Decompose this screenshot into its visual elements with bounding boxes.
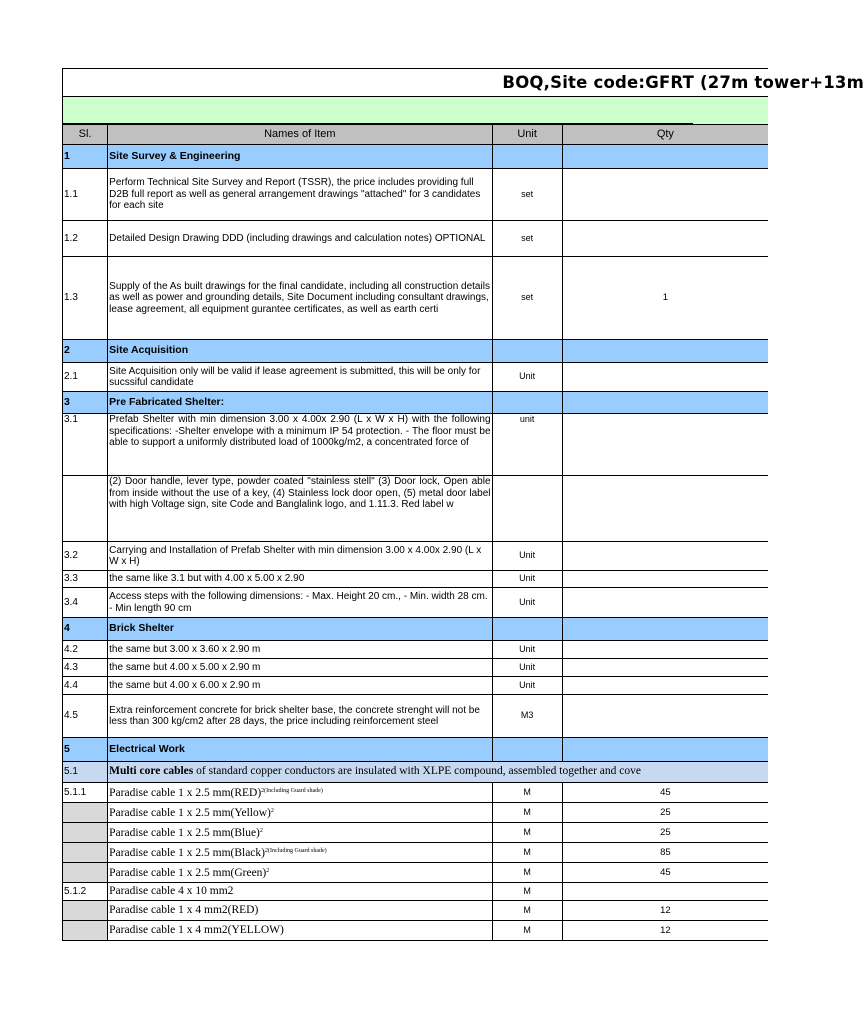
row-qty: 12 (562, 901, 768, 921)
row-sl (63, 921, 108, 941)
table-row (63, 677, 769, 695)
row-name: Paradise cable 4 x 10 mm2 (108, 883, 492, 901)
row-name: Extra reinforcement concrete for brick shelter base, the concrete strenght will not be less than 300 kg/cm2 after 28 days, the price including reinforcement steel (108, 695, 492, 738)
row-qty: 45 (562, 783, 768, 803)
header-sl: Sl. (63, 125, 108, 145)
row-sl: 4.4 (63, 677, 108, 695)
row-unit: M (492, 901, 562, 921)
row-qty (562, 677, 768, 695)
boq-table (62, 124, 768, 941)
row-sl (63, 803, 108, 823)
table-row (63, 169, 769, 221)
table-row (63, 863, 769, 883)
table-row (63, 762, 769, 783)
row-unit: Unit (492, 641, 562, 659)
row-qty (562, 659, 768, 677)
row-name (108, 762, 768, 783)
row-sl: 1.1 (63, 169, 108, 221)
row-sl: 2.1 (63, 363, 108, 392)
sheet-title: BOQ,Site code:GFRT (27m tower+13m (502, 73, 864, 92)
row-unit: Unit (492, 659, 562, 677)
section-row (63, 145, 769, 169)
table-row (63, 843, 769, 863)
table-row (63, 783, 769, 803)
row-sl: 5.1 (63, 762, 108, 783)
table-row (63, 257, 769, 340)
table-row (63, 363, 769, 392)
table-row (63, 588, 769, 618)
row-unit: M (492, 843, 562, 863)
row-qty (562, 169, 768, 221)
row-unit: M (492, 863, 562, 883)
row-unit: M (492, 803, 562, 823)
row-sl (63, 823, 108, 843)
row-sl: 5.1.1 (63, 783, 108, 803)
row-name: (2) Door handle, lever type, powder coated "stainless stell" (3) Door lock, Open able from inside without the use of a key, (4) Stainless lock door open, (5) metal door label with high Voltage sign, site Code and Banglalink logo, and 1.11.3. Red label w (108, 476, 492, 542)
row-sl: 1.3 (63, 257, 108, 340)
row-name: the same like 3.1 but with 4.00 x 5.00 x 2.90 (108, 571, 492, 588)
header-row (63, 125, 769, 145)
row-sl: 4 (63, 618, 108, 641)
row-sl: 4.2 (63, 641, 108, 659)
row-sl: 3 (63, 392, 108, 414)
table-row (63, 476, 769, 542)
row-qty (562, 641, 768, 659)
row-unit: set (492, 169, 562, 221)
row-sl (63, 863, 108, 883)
row-name-bold: Multi core cables (109, 765, 194, 778)
row-qty: 1 (562, 257, 768, 340)
row-sl: 5 (63, 738, 108, 762)
row-name: Prefab Shelter with min dimension 3.00 x 4.00x 2.90 (L x W x H) with the following specifications: -Shelter envelope with a minimum IP 54 protection. - The floor must be able to support a uniformly distributed load of 1000kg/m2, a concentrated force of (108, 414, 492, 476)
section-row (63, 392, 769, 414)
table-row (63, 221, 769, 257)
row-name: Perform Technical Site Survey and Report (TSSR), the price includes providing full D2B full report as well as general arrangement drawings "attached" for 3 candidates for each site (108, 169, 492, 221)
section-row (63, 340, 769, 363)
row-name: Paradise cable 1 x 2.5 mm(Green)$^2$ (108, 863, 492, 883)
row-unit: set (492, 257, 562, 340)
row-sl: 4.3 (63, 659, 108, 677)
row-name: Brick Shelter (108, 618, 492, 641)
row-unit (492, 476, 562, 542)
row-name: the same but 4.00 x 6.00 x 2.90 m (108, 677, 492, 695)
row-qty (562, 221, 768, 257)
table-row (63, 803, 769, 823)
table-row (63, 695, 769, 738)
row-qty (562, 476, 768, 542)
row-unit: M (492, 823, 562, 843)
row-name: Paradise cable 1 x 2.5 mm(RED)$^{2(Including Guard shade)}$ (108, 783, 492, 803)
row-name-sup: 2(Including Guard shade) (265, 847, 327, 854)
table-row (63, 883, 769, 901)
row-sl (63, 476, 108, 542)
row-name: Supply of the As built drawings for the final candidate, including all construction details as well as power and grounding details, Site Document including consultant drawings, lease agreement, all equipment gurantee certificates, as well as earth certi (108, 257, 492, 340)
row-sl: 3.4 (63, 588, 108, 618)
row-unit: set (492, 221, 562, 257)
row-name-sup: 2 (266, 867, 270, 874)
row-name-rest: of standard copper conductors are insulated with XLPE compound, assembled together and cove (193, 765, 641, 778)
row-name: Paradise cable 1 x 2.5 mm(Blue)$^2$ (108, 823, 492, 843)
row-name: Paradise cable 1 x 4 mm2(YELLOW) (108, 921, 492, 941)
row-unit: Unit (492, 588, 562, 618)
table-row (63, 641, 769, 659)
row-name: Paradise cable 1 x 4 mm2(RED) (108, 901, 492, 921)
row-name: Pre Fabricated Shelter: (108, 392, 492, 414)
row-sl: 3.1 (63, 414, 108, 476)
row-unit: Unit (492, 363, 562, 392)
row-sl: 1 (63, 145, 108, 169)
row-unit: M (492, 921, 562, 941)
row-name: the same but 4.00 x 5.00 x 2.90 m (108, 659, 492, 677)
row-unit: unit (492, 414, 562, 476)
row-unit: Unit (492, 571, 562, 588)
header-name: Names of Item (108, 125, 492, 145)
row-qty: 12 (562, 921, 768, 941)
row-sl: 1.2 (63, 221, 108, 257)
boq-sheet (62, 68, 864, 941)
table-row (63, 823, 769, 843)
row-name: Site Survey & Engineering (108, 145, 492, 169)
row-name: Paradise cable 1 x 2.5 mm(Yellow)$^2$ (108, 803, 492, 823)
green-band (62, 97, 768, 124)
row-qty (562, 414, 768, 476)
row-qty: 25 (562, 803, 768, 823)
row-sl: 4.5 (63, 695, 108, 738)
row-qty (562, 571, 768, 588)
row-qty (562, 883, 768, 901)
row-sl: 3.3 (63, 571, 108, 588)
row-name: Paradise cable 1 x 2.5 mm(Black)$^{2(Including Guard shade)}$ (108, 843, 492, 863)
section-row (63, 738, 769, 762)
header-qty: Qty (562, 125, 768, 145)
header-unit: Unit (492, 125, 562, 145)
row-sl: 3.2 (63, 542, 108, 571)
row-qty (562, 588, 768, 618)
table-row (63, 542, 769, 571)
table-row (63, 901, 769, 921)
row-unit: Unit (492, 677, 562, 695)
row-sl: 5.1.2 (63, 883, 108, 901)
row-qty (562, 363, 768, 392)
row-name-sup: 2(Including Guard shade) (261, 787, 323, 794)
row-qty: 25 (562, 823, 768, 843)
row-qty: 45 (562, 863, 768, 883)
row-unit: M (492, 783, 562, 803)
table-row (63, 921, 769, 941)
row-unit: M (492, 883, 562, 901)
row-qty: 85 (562, 843, 768, 863)
row-sl (63, 901, 108, 921)
title-row (62, 68, 864, 97)
row-name: Access steps with the following dimensions: - Max. Height 20 cm., - Min. width 28 cm. - Min length 90 cm (108, 588, 492, 618)
row-name: the same but 3.00 x 3.60 x 2.90 m (108, 641, 492, 659)
row-unit: Unit (492, 542, 562, 571)
row-qty (562, 695, 768, 738)
table-row (63, 414, 769, 476)
row-name: Site Acquisition only will be valid if lease agreement is submitted, this will be only for sucssiful candidate (108, 363, 492, 392)
row-sl: 2 (63, 340, 108, 363)
table-row (63, 659, 769, 677)
row-name: Detailed Design Drawing DDD (including drawings and calculation notes) OPTIONAL (108, 221, 492, 257)
row-qty (562, 542, 768, 571)
row-name: Site Acquisition (108, 340, 492, 363)
row-unit: M3 (492, 695, 562, 738)
row-name: Carrying and Installation of Prefab Shelter with min dimension 3.00 x 4.00x 2.90 (L x W x H) (108, 542, 492, 571)
table-row (63, 571, 769, 588)
section-row (63, 618, 769, 641)
row-sl (63, 843, 108, 863)
row-name-sup: 2 (259, 827, 263, 834)
row-name-sup: 2 (270, 807, 274, 814)
row-name: Electrical Work (108, 738, 492, 762)
